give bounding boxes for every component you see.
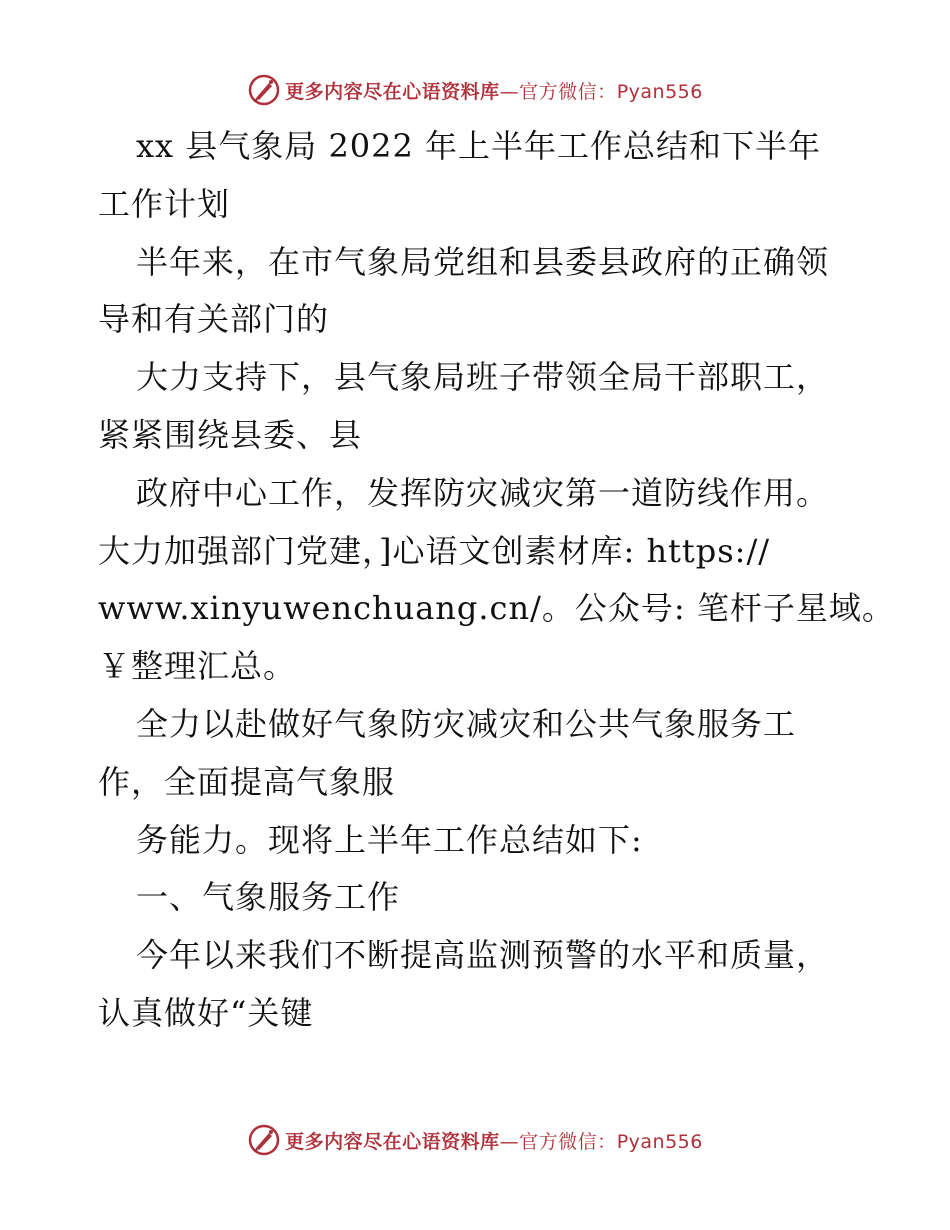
document-line: 务能力。现将上半年工作总结如下: — [136, 820, 643, 859]
document-line: 全力以赴做好气象防灾减灾和公共气象服务工 — [136, 704, 797, 743]
document-line: 工作计划 — [98, 184, 231, 223]
document-line: 作，全面提高气象服 — [98, 762, 396, 801]
pen-logo-icon — [247, 1123, 281, 1157]
footer-watermark-banner — [0, 1120, 950, 1160]
banner-dash-text: —官方微信： — [499, 1130, 617, 1153]
banner-dash-text: —官方微信： — [499, 80, 617, 103]
document-line: www.xinyuwenchuang.cn/。公众号: 笔杆子星域。 — [98, 589, 895, 628]
document-line: 认真做好“关键 — [98, 993, 314, 1032]
document-line: 一、气象服务工作 — [136, 878, 401, 917]
document-line: 大力支持下，县气象局班子带领全局干部职工， — [136, 358, 830, 397]
banner-main-text: 更多内容尽在心语资料库 — [285, 1130, 500, 1153]
document-line: 大力加强部门党建，]心语文创素材库: https:// — [98, 531, 771, 570]
document-line: 政府中心工作，发挥防灾减灾第一道防线作用。 — [136, 473, 830, 512]
document-line: ￥整理汇总。 — [98, 647, 297, 686]
document-line: 紧紧围绕县委、县 — [98, 415, 363, 454]
document-line: 半年来，在市气象局党组和县委县政府的正确领 — [136, 242, 830, 281]
document-body — [98, 118, 895, 1043]
banner-wechat-id: Pyan556 — [616, 1130, 703, 1153]
pen-logo-icon — [247, 73, 281, 107]
header-watermark-banner — [0, 70, 950, 110]
document-line: 今年以来我们不断提高监测预警的水平和质量， — [136, 936, 830, 975]
banner-wechat-id: Pyan556 — [616, 80, 703, 103]
document-line: xx 县气象局 2022 年上半年工作总结和下半年 — [136, 127, 822, 165]
banner-main-text: 更多内容尽在心语资料库 — [285, 80, 500, 103]
document-line: 导和有关部门的 — [98, 300, 330, 339]
